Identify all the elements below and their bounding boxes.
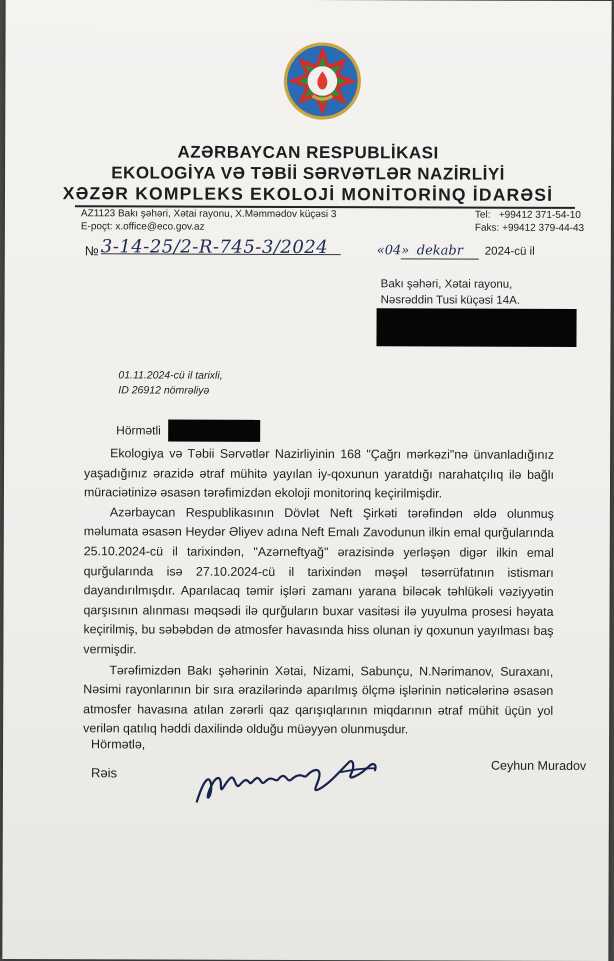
recipient-address-line2: Nəsrəddin Tusi küçəsi 14A.: [380, 294, 521, 307]
date-year: 2024-cü il: [484, 245, 535, 258]
reference-number: 3-14-25/2-R-745-3/2024: [100, 236, 329, 259]
azerbaijan-state-emblem-icon: [281, 40, 363, 122]
body-paragraph: Azərbaycan Respublikasının Dövlət Neft Şirkəti tərəfindən əldə olunmuş məlumata əsasən Heydər Əliyev adına Neft Emalı Zavodunun ilkin emal qurğularında 25.10.2024-cü il tarixindən, "Azərneftyağ" ərazisində yerləşən digər ilkin emal qurğularında isə 27.10.2024-cü il tarixindən məşəl təsərrüfatının istismarı dayandırılmışdır. Aparılacaq təmir işləri zamanı yarana biləcək təhlükəli vəziyyətin qarşısının alınması məqsədi ilə qurğuların buxar vasitəsi ilə yuyulma prosesi həyata keçirilmiş, bu səbəbdən də atmosfer havasında hiss olunan iy qoxunun yayılması baş vermişdir.: [83, 505, 554, 657]
redacted-recipient-name: [376, 308, 576, 347]
body-paragraph: Tərəfimizdən Bakı şəhərinin Xətai, Nizami, Sabunçu, N.Nərimanov, Suraxanı, Nəsimi rayonlarının bir sıra ərazilərində aparılmış ölçmə işlərinin nəticələrinə əsasən atmosfer havasına atılan zərərli qaz qarışıqlarının miqdarının ətraf mühit üçün yol verilən qatılıq həddi daxilində olduğu müəyyən olunmuşdur.: [83, 662, 554, 737]
body-paragraph: Ekologiya və Təbii Sərvətlər Nazirliyinin 168 "Çağrı mərkəzi"nə ünvanladığınız yaşadığınız ərazidə ətraf mühitə yayılan iy-qoxunun yaratdığı narahatçılıq ilə bağlı müraciətinizə əsasən tərəfimizdən ekoloji monitorinq keçirilmişdir.: [83, 446, 555, 501]
reference-prefix: №: [84, 243, 99, 259]
signatory-name: Ceyhun Muradov: [490, 758, 587, 773]
incoming-date: 01.11.2024-cü il tarixli,: [118, 369, 223, 382]
recipient-address-line1: Bakı şəhəri, Xətai rayonu,: [380, 278, 513, 291]
email-text: E-poçt: x.office@eco.gov.az: [80, 221, 205, 233]
salutation: Hörmətli: [116, 423, 161, 438]
signatory-title: Rəis: [90, 765, 118, 781]
letterhead-country: AZƏRBAYCAN RESPUBLİKASI: [177, 142, 439, 163]
date-month: dekabr: [416, 243, 464, 259]
tel-text: Tel: +99412 371-54-10: [474, 209, 581, 221]
letter-sheet: [2, 0, 611, 961]
date-day: «04»: [376, 243, 410, 259]
letterhead-department: XƏZƏR KOMPLEKS EKOLOJİ MONİTORİNQ İDARƏSİ: [62, 183, 554, 205]
handwritten-signature: [191, 752, 391, 811]
date-month-underline: [401, 258, 479, 259]
fax-text: Faks: +99412 379-44-43: [474, 222, 585, 234]
letter-body: [83, 444, 554, 741]
letterhead-ministry: EKOLOGİYA VƏ TƏBİİ SƏRVƏTLƏR NAZİRLİYİ: [111, 163, 505, 184]
incoming-id: ID 26912 nömrəliyə: [118, 384, 210, 397]
redacted-salutation-name: [168, 420, 260, 442]
address-text: AZ1123 Bakı şəhəri, Xətai rayonu, X.Məmmədov küçəsi 3: [80, 208, 337, 221]
closing: Hörmətlə,: [91, 737, 146, 752]
